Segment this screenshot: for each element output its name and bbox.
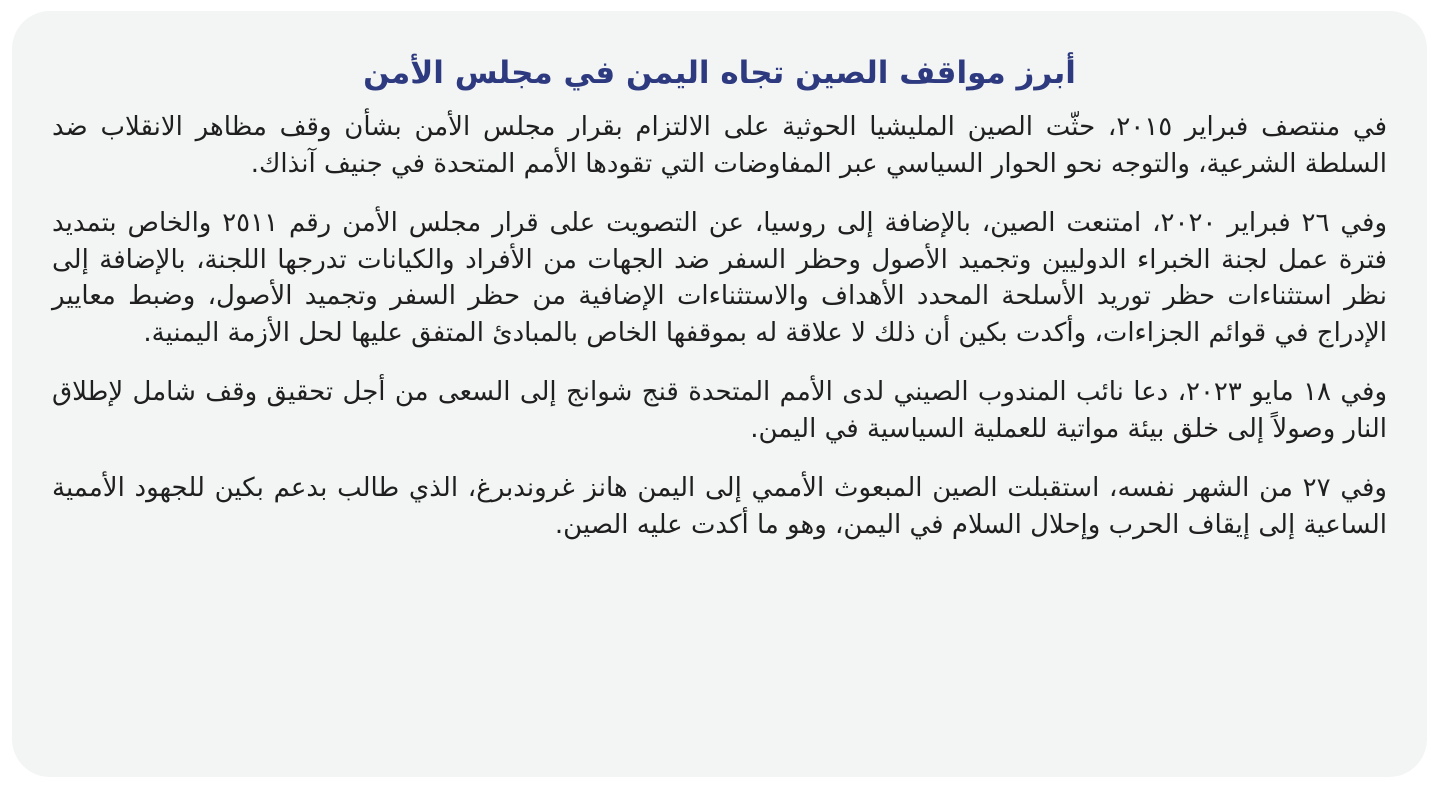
paragraph-grundberg: وفي ٢٧ من الشهر نفسه، استقبلت الصين المبعوث الأممي إلى اليمن هانز غروندبرغ، الذي طالب بدعم بكين للجهود الأممية الساعية إلى إيقاف الحرب وإحلال السلام في اليمن، وهو ما أكدت عليه الصين.	[52, 473, 1387, 540]
paragraph-2020: وفي ٢٦ فبراير ٢٠٢٠، امتنعت الصين، بالإضافة إلى روسيا، عن التصويت على قرار مجلس الأمن رقم ٢٥١١ والخاص بتمديد فترة عمل لجنة الخبراء الدوليين وتجميد الأصول وحظر السفر ضد الجهات من الأفراد والكيانات تدرجها اللجنة، بالإضافة إلى نظر استثناءات حظر توريد الأسلحة المحدد الأهداف والاستثناءات الإضافية من حظر السفر وتجميد الأصول، وضبط معايير الإدراج في قوائم الجزاءات، وأكدت بكين أن ذلك لا علاقة له بموقفها الخاص بالمبادئ المتفق عليها لحل الأزمة اليمنية.	[52, 208, 1388, 348]
article-card	[12, 11, 1427, 777]
article-title: أبرز مواقف الصين تجاه اليمن في مجلس الأمن	[363, 55, 1076, 91]
paragraph-2015: في منتصف فبراير ٢٠١٥، حثّت الصين المليشيا الحوثية على الالتزام بقرار مجلس الأمن بشأن وقف مظاهر الانقلاب ضد السلطة الشرعية، والتوجه نحو الحوار السياسي عبر المفاوضات التي تقودها الأمم المتحدة في جنيف آنذاك.	[52, 112, 1388, 179]
paragraph-may-2023: وفي ١٨ مايو ٢٠٢٣، دعا نائب المندوب الصيني لدى الأمم المتحدة قنج شوانج إلى السعى من أجل تحقيق وقف شامل لإطلاق النار وصولاً إلى خلق بيئة مواتية للعملية السياسية في اليمن.	[52, 377, 1388, 444]
